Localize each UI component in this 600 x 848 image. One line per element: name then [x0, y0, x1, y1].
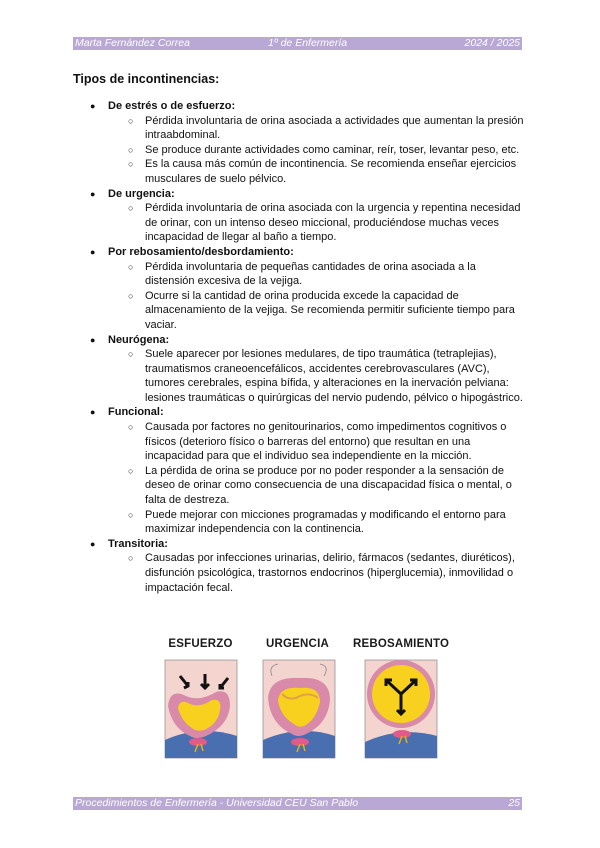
- sub-item: [0, 289, 600, 333]
- incontinence-list: [0, 99, 600, 595]
- type-heading: De estrés o de esfuerzo:: [108, 100, 236, 112]
- bladder-overflow-icon: [365, 660, 437, 758]
- type-heading: Por rebosamiento/desbordamiento:: [108, 245, 294, 258]
- point-text: La pérdida de orina se produce por no poder responder a la sensación de deseo de orinar como consecuencia de una discapacidad física o mental, o falta de destreza.: [145, 464, 512, 507]
- header-course: 1º de Enfermería: [268, 37, 348, 49]
- circle-bullet-icon: ○: [128, 290, 134, 301]
- label-esfuerzo: ESFUERZO: [168, 638, 233, 650]
- bullet-icon: ●: [90, 101, 96, 111]
- sub-item: [0, 551, 600, 595]
- list-item: [0, 187, 600, 202]
- type-heading: Neurógena:: [108, 333, 170, 346]
- point-text: Es la causa más común de incontinencia. Se recomienda enseñar ejercicios musculares de suelo pélvico.: [145, 158, 517, 185]
- point-text: Pérdida involuntaria de pequeñas cantidades de orina asociada a la distensión excesiva de la vejiga.: [145, 260, 476, 288]
- sub-item: [0, 201, 600, 245]
- bullet-icon: ●: [90, 188, 96, 199]
- sub-item: [0, 157, 600, 186]
- list-item: [0, 537, 600, 552]
- header-year: 2024 / 2025: [464, 37, 520, 49]
- list-item: [0, 333, 600, 348]
- point-text: Se produce durante actividades como caminar, reír, toser, levantar peso, etc.: [145, 143, 520, 156]
- point-text: Puede mejorar con micciones programadas y modificando el entorno para maximizar independencia con la continencia.: [145, 508, 506, 536]
- bladder-diagrams: [160, 636, 445, 761]
- point-text: Pérdida involuntaria de orina asociada con la urgencia y repentina necesidad de orinar, con un intenso deseo miccional, produciéndose muchas veces incapacidad de llegar al baño a tiempo.: [145, 202, 521, 244]
- label-rebosamiento: REBOSAMIENTO: [353, 638, 450, 650]
- type-heading: Funcional:: [108, 406, 164, 419]
- footer-text: Procedimientos de Enfermería - Universidad CEU San Pablo: [75, 797, 359, 809]
- list-item: [0, 99, 600, 114]
- page-header: [73, 37, 522, 50]
- sub-item: [0, 260, 600, 289]
- circle-bullet-icon: ○: [128, 115, 134, 126]
- section-title: Tipos de incontinencias:: [73, 72, 220, 86]
- bullet-icon: ●: [90, 246, 96, 257]
- incontinence-illustration: [160, 636, 450, 761]
- point-text: Causadas por infecciones urinarias, delirio, fármacos (sedantes, diuréticos), disfunción psicológica, trastornos endocrinos (hiperglucemia), inmovilidad o impactación fecal.: [145, 552, 515, 594]
- list-item: [0, 405, 600, 420]
- bullet-icon: ●: [90, 407, 96, 418]
- header-author: Marta Fernández Correa: [75, 37, 190, 49]
- point-text: Pérdida involuntaria de orina asociada a actividades que aumentan la presión intraabdominal.: [145, 114, 524, 142]
- sub-item: [0, 508, 600, 537]
- point-text: Ocurre si la cantidad de orina producida excede la capacidad de almacenamiento de la vejiga. Se recomienda permitir suficiente tiempo para vaciar.: [145, 289, 515, 331]
- sub-item: [0, 114, 600, 143]
- sub-item: [0, 347, 600, 405]
- circle-bullet-icon: ○: [128, 261, 134, 272]
- sub-item: [0, 420, 600, 464]
- circle-bullet-icon: ○: [128, 422, 134, 433]
- type-heading: Transitoria:: [108, 537, 168, 550]
- point-text: Suele aparecer por lesiones medulares, de tipo traumática (tetraplejias), traumatismos craneoencefálicos, accidentes cerebrovasculares (AVC), tumores cerebrales, espina bífida, y alteraciones en la inervación pelviana: lesiones traumáticas o quirúrgicas del nervio pudendo, pélvico o hipogástrico.: [145, 348, 523, 404]
- circle-bullet-icon: ○: [128, 159, 134, 170]
- list-item: [0, 245, 600, 260]
- sub-item: [0, 464, 600, 508]
- page-footer: [73, 797, 522, 810]
- sub-item: [0, 143, 600, 158]
- circle-bullet-icon: ○: [128, 553, 134, 564]
- circle-bullet-icon: ○: [128, 509, 134, 520]
- point-text: Causada por factores no genitourinarios, como impedimentos cognitivos o físicos (deterioro físico o barreras del entorno) que resultan en una incapacidad para que el individuo sea independiente en la micción.: [145, 421, 507, 463]
- bladder-stress-icon: [165, 660, 237, 758]
- type-heading: De urgencia:: [108, 187, 175, 200]
- bullet-icon: ●: [90, 334, 96, 345]
- circle-bullet-icon: ○: [128, 203, 134, 214]
- bullet-icon: ●: [90, 538, 96, 549]
- label-urgencia: URGENCIA: [266, 638, 329, 650]
- circle-bullet-icon: ○: [128, 465, 134, 476]
- circle-bullet-icon: ○: [128, 349, 134, 360]
- circle-bullet-icon: ○: [128, 144, 134, 155]
- page-number: 25: [508, 797, 520, 809]
- bladder-urgency-icon: [263, 660, 335, 758]
